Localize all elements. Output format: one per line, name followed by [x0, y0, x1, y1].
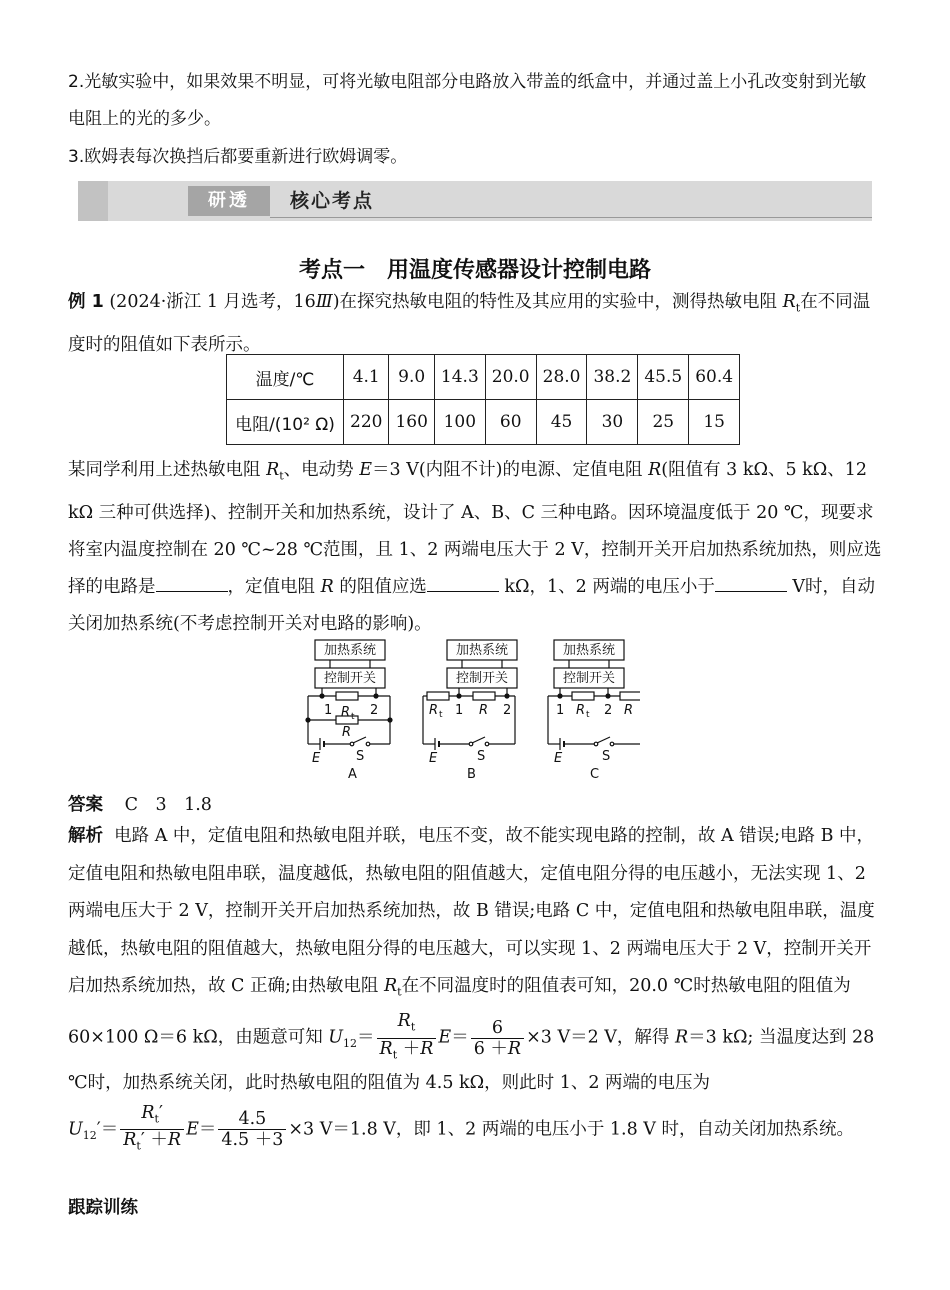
r-symbol: R	[674, 1027, 689, 1048]
rt-sub-label: t	[439, 710, 443, 720]
answer-value: C 3 1.8	[124, 795, 212, 815]
resistance-table	[226, 354, 740, 445]
analysis-text	[68, 818, 883, 1157]
rt-symbol: R	[266, 460, 280, 480]
circuit-diagrams	[300, 636, 640, 782]
r-resistor	[620, 692, 640, 700]
heater-label: 加热系统	[323, 643, 377, 658]
rt-subscript: t	[392, 1048, 398, 1061]
table-cell: 28.0	[536, 355, 587, 400]
problem-part: (阻值有 3 kΩ、5 kΩ、12 kΩ 三种可供选择)、控制开关和加热系统，设计了 A、B、C 三种电路。因环境温度低于 20 ℃，现要求将室内温度控制在 20 ℃~28 ℃范围，且 1、2 两端电压大于 2 V，控制开关开启加热系统加热，则应选择的电路是	[68, 460, 882, 597]
r-label: R	[624, 703, 634, 718]
analysis-part: ＝3 kΩ; 当温度达到 28 ℃时，加热系统关闭，此时热敏电阻的阻值为 4.5 kΩ，则此时 1、2 两端的电压为	[68, 1027, 875, 1093]
example-intro	[68, 284, 883, 364]
s-label: S	[477, 749, 486, 764]
banner-title: 核心考点	[290, 190, 375, 212]
table-cell: 14.3	[434, 355, 485, 400]
table-cell: 30	[587, 400, 638, 445]
table-cell: 100	[434, 400, 485, 445]
node-1-label: 1	[324, 703, 333, 718]
problem-part: 的阻值应选	[333, 576, 427, 597]
node-dot	[505, 694, 509, 698]
section-title: 考点一 用温度传感器设计控制电路	[298, 258, 651, 283]
example-intro-b: 在不同温度时的阻值如下表所示。	[68, 292, 871, 355]
fraction-numerator: 6	[471, 1018, 524, 1039]
rt-subscript: t	[154, 1112, 159, 1125]
rt-resistor	[572, 692, 594, 700]
rt-symbol: R	[141, 1102, 155, 1123]
switch-box-label: 控制开关	[562, 671, 616, 686]
circuit-label-a: A	[348, 767, 357, 782]
e-label: E	[312, 751, 321, 766]
example-source-roman: Ⅲ	[315, 292, 333, 312]
fraction-numerator: 4.5	[218, 1109, 286, 1130]
analysis-label: 解析	[68, 826, 103, 846]
fraction-denominator: 6 ＋	[473, 1038, 508, 1059]
rt-symbol: R	[782, 292, 796, 312]
example-label: 例 1	[68, 292, 104, 312]
problem-part: kΩ，1、2 两端的电压小于	[498, 576, 715, 597]
circuit-label-c: C	[590, 767, 600, 782]
e-symbol: E	[438, 1027, 452, 1048]
problem-part: ＝3 V(内阻不计)的电源、定值电阻	[372, 460, 649, 480]
problem-part: 、电动势	[283, 460, 360, 480]
node-1-label: 1	[556, 703, 565, 718]
table-cell: 15	[689, 400, 740, 445]
r-label: R	[342, 725, 352, 740]
node-2-label: 2	[604, 703, 613, 718]
rt-label: R	[341, 705, 351, 720]
note-3: 3.欧姆表每次换挡后都要重新进行欧姆调零。	[68, 147, 408, 167]
rt-symbol: R	[383, 976, 398, 996]
note-2: 2.光敏实验中，如果效果不明显，可将光敏电阻部分电路放入带盖的纸盒中，并通过盖上小孔改变射到光敏电阻上的光的多少。	[68, 72, 867, 129]
node-dot	[606, 694, 610, 698]
fraction-denominator: 4.5 ＋3	[221, 1130, 284, 1150]
fraction	[471, 1018, 524, 1059]
r-symbol: R	[507, 1038, 522, 1059]
analysis-part: ×3 V＝1.8 V，即 1、2 两端的电压小于 1.8 V 时，自动关闭加热系统。	[288, 1119, 854, 1139]
e-symbol: E	[359, 460, 373, 480]
rt-label: R	[429, 703, 439, 718]
problem-text	[68, 452, 883, 643]
node-2-label: 2	[503, 703, 512, 718]
e-label: E	[429, 751, 438, 766]
answer-blank-resistance[interactable]	[427, 571, 499, 592]
s-label: S	[602, 749, 611, 764]
table-header-temperature: 温度/℃	[227, 355, 344, 400]
circuit-c	[548, 640, 640, 782]
example-intro-a: )在探究热敏电阻的特性及其应用的实验中，测得热敏电阻	[332, 292, 783, 312]
analysis-part: 在不同温度时的阻值表可知，20.0 ℃时热敏电阻的阻值为 60×100 Ω＝6 kΩ，由题意可知	[68, 976, 851, 1048]
table-row-resistance	[227, 400, 740, 445]
banner-strip	[78, 181, 108, 221]
answer-blank-voltage[interactable]	[715, 571, 787, 592]
answer-label: 答案	[68, 795, 103, 815]
circuit-b	[423, 640, 517, 782]
rt-subscript: t	[279, 469, 284, 483]
table-cell: 160	[389, 400, 434, 445]
equation-1: $U_{12}=$ $\frac{R_t}{R_t +R}$ E＝ $\frac{6}{6 +R}$	[328, 1011, 526, 1065]
s-label: S	[356, 749, 365, 764]
fraction: $\frac{R_t'}{R_t' +R}$	[120, 1103, 184, 1157]
problem-part: V时，自动关闭加热系统(不考虑控制开关对电路的影响)。	[68, 576, 876, 634]
rt-symbol: R	[123, 1130, 137, 1150]
node-1-label: 1	[455, 703, 464, 718]
r-symbol: R	[420, 1038, 434, 1059]
banner-tag: 研透	[188, 186, 270, 216]
follow-up-heading: 跟踪训练	[68, 1198, 138, 1218]
fraction: $\frac{R_t}{R_t +R}$	[377, 1011, 437, 1065]
rt-subscript: t	[795, 301, 801, 315]
banner-rule	[270, 217, 872, 218]
table-header-resistance: 电阻/(10² Ω)	[227, 400, 344, 445]
table-cell: 220	[344, 400, 389, 445]
switch-box-label: 控制开关	[455, 671, 509, 686]
analysis-part: ×3 V＝2 V，解得	[526, 1027, 675, 1048]
table-cell: 9.0	[389, 355, 434, 400]
rt-symbol: R	[379, 1038, 393, 1059]
rt-subscript: t	[397, 985, 402, 999]
node-dot	[457, 694, 461, 698]
table-cell: 38.2	[587, 355, 638, 400]
r-symbol: R	[648, 460, 662, 480]
rt-symbol: R	[397, 1011, 411, 1031]
analysis-part: 电路 A 中，定值电阻和热敏电阻并联，电压不变，故不能实现电路的控制，故 A 错误;电路 B 中，定值电阻和热敏电阻串联，温度越低，热敏电阻的阻值越大，定值电阻分得的电压越小，无法实现 1、2 两端电压大于 2 V，控制开关开启加热系统加热，故 B 错误;电路 C 中，定值电阻和热敏电阻串联，温度越低，热敏电阻的阻值越大，热敏电阻分得的电压越大，可以实现 1、2 两端电压大于 2 V，控制开关开启加热系统加热，故 C 正确;由热敏电阻	[68, 826, 875, 996]
example-source: (2024·浙江 1 月选考，16	[109, 292, 316, 312]
rt-resistor	[427, 692, 449, 700]
r-symbol: R	[167, 1130, 182, 1150]
table-cell: 60.4	[689, 355, 740, 400]
r-label: R	[479, 703, 489, 718]
table-cell: 20.0	[485, 355, 536, 400]
circuit-a	[306, 640, 392, 782]
rt-sub-label: t	[351, 712, 355, 722]
r-symbol: R	[320, 576, 334, 597]
table-row-temperature	[227, 355, 740, 400]
node-2-label: 2	[370, 703, 379, 718]
node-dot	[558, 694, 562, 698]
e-label: E	[554, 751, 563, 766]
rt-subscript: t	[136, 1139, 141, 1153]
table-cell: 25	[638, 400, 689, 445]
section-banner	[78, 181, 872, 221]
problem-part: 某同学利用上述热敏电阻	[68, 460, 267, 480]
node-dot	[374, 694, 378, 698]
node-dot	[320, 694, 324, 698]
equation-2: $U_{12}'=$ $\frac{R_t'}{R_t' +R}$ E＝ $\frac{4.5}{4.5 +3}$	[68, 1103, 288, 1157]
table-cell: 45.5	[638, 355, 689, 400]
circuit-label-b: B	[467, 767, 476, 782]
r-resistor	[473, 692, 495, 700]
rt-label: R	[576, 703, 586, 718]
heater-label: 加热系统	[562, 643, 616, 658]
rt-sub-label: t	[586, 710, 590, 720]
e-symbol: E	[186, 1119, 199, 1139]
table-cell: 4.1	[344, 355, 389, 400]
switch-box-label: 控制开关	[323, 671, 377, 686]
rt-resistor	[336, 692, 358, 700]
problem-part: ，定值电阻	[227, 576, 321, 597]
table-cell: 45	[536, 400, 587, 445]
rt-subscript: t	[410, 1020, 416, 1034]
table-cell: 60	[485, 400, 536, 445]
answer-blank-circuit[interactable]	[156, 571, 228, 592]
fraction	[218, 1109, 286, 1150]
heater-label: 加热系统	[455, 643, 509, 658]
